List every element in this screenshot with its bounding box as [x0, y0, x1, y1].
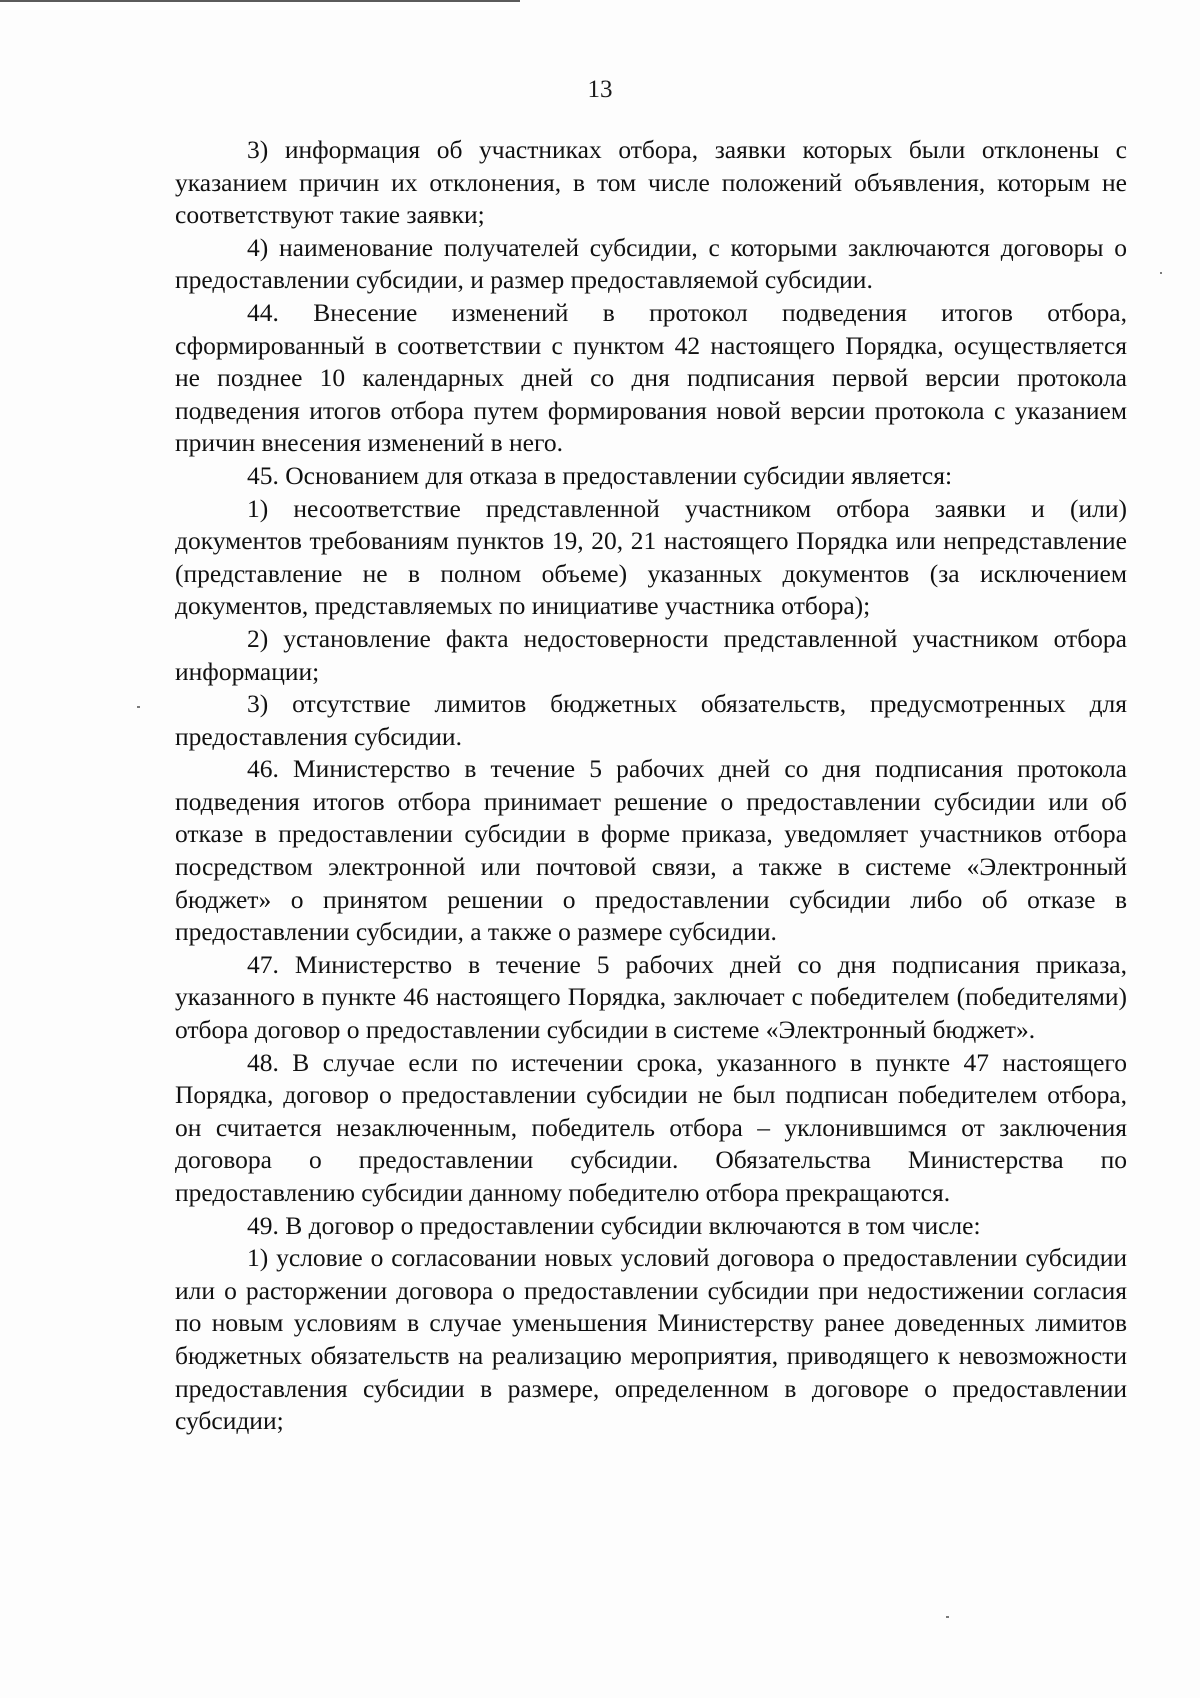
paragraph-49-agreement-contents: 49. В договор о предоставлении субсидии включаются в том числе:: [247, 1210, 981, 1240]
document-body: [175, 134, 1127, 1438]
paragraph-item-4-recipients: 4) наименование получателей субсидии, с которыми заключаются договоры о предоставлении субсидии, и размер предоставляемой субсидии.: [175, 232, 1127, 295]
paragraph-47-agreement: 47. Министерство в течение 5 рабочих дней со дня подписания приказа, указанного в пункте 46 настоящего Порядка, заключает с победителем (победителями) отбора договор о предоставлении субсидии в системе «Электронный бюджет».: [175, 949, 1127, 1045]
scan-top-edge: [0, 0, 520, 2]
paragraph-45-item-2: 2) установление факта недостоверности представленной участником отбора информации;: [175, 623, 1127, 686]
paragraph-48-unsigned-agreement: 48. В случае если по истечении срока, указанного в пункте 47 настоящего Порядка, договор о предоставлении субсидии не был подписан победителем отбора, он считается незаключенным, победитель отбора – уклонившимся от заключения договора о предоставлении субсидии. Обязательства Министерства по предоставлению субсидии данному победителю отбора прекращаются.: [175, 1047, 1127, 1207]
paragraph-44-protocol-changes: 44. Внесение изменений в протокол подведения итогов отбора, сформированный в соответствии с пунктом 42 настоящего Порядка, осуществляется не позднее 10 календарных дней со дня подписания первой версии протокола подведения итогов отбора путем формирования новой версии протокола с указанием причин внесения изменений в него.: [175, 297, 1127, 458]
page-number: 13: [587, 76, 613, 103]
paragraph-item-3-rejected-participants: 3) информация об участниках отбора, заявки которых были отклонены с указанием причин их отклонения, в том числе положений объявления, которым не соответствуют такие заявки;: [175, 135, 1127, 230]
scan-speck: [137, 706, 140, 708]
paragraph-45-item-1: 1) несоответствие представленной участником отбора заявки и (или) документов требованиям пунктов 19, 20, 21 настоящего Порядка или непредставление (представление не в полном объеме) указанных документов (за исключением документов, представляемых по инициативе участника отбора);: [175, 493, 1127, 621]
scan-speck: [1160, 272, 1162, 274]
paragraph-45-refusal-grounds: 45. Основанием для отказа в предоставлении субсидии является:: [247, 460, 953, 490]
paragraph-45-item-3: 3) отсутствие лимитов бюджетных обязательств, предусмотренных для предоставления субсидии.: [175, 689, 1127, 751]
paragraph-49-item-1: 1) условие о согласовании новых условий договора о предоставлении субсидии или о расторжении договора о предоставлении субсидии при недостижении согласия по новым условиям в случае уменьшения Министерству ранее доведенных лимитов бюджетных обязательств на реализацию мероприятия, приводящего к невозможности предоставления субсидии в размере, определенном в договоре о предоставлении субсидии;: [175, 1243, 1127, 1436]
scan-speck: [946, 1616, 949, 1618]
paragraph-46-decision: 46. Министерство в течение 5 рабочих дней со дня подписания протокола подведения итогов отбора принимает решение о предоставлении субсидии или об отказе в предоставлении субсидии в форме приказа, уведомляет участников отбора посредством электронной или почтовой связи, а также в системе «Электронный бюджет» о принятом решении о предоставлении субсидии либо об отказе в предоставлении субсидии, а также о размере субсидии.: [175, 754, 1127, 947]
